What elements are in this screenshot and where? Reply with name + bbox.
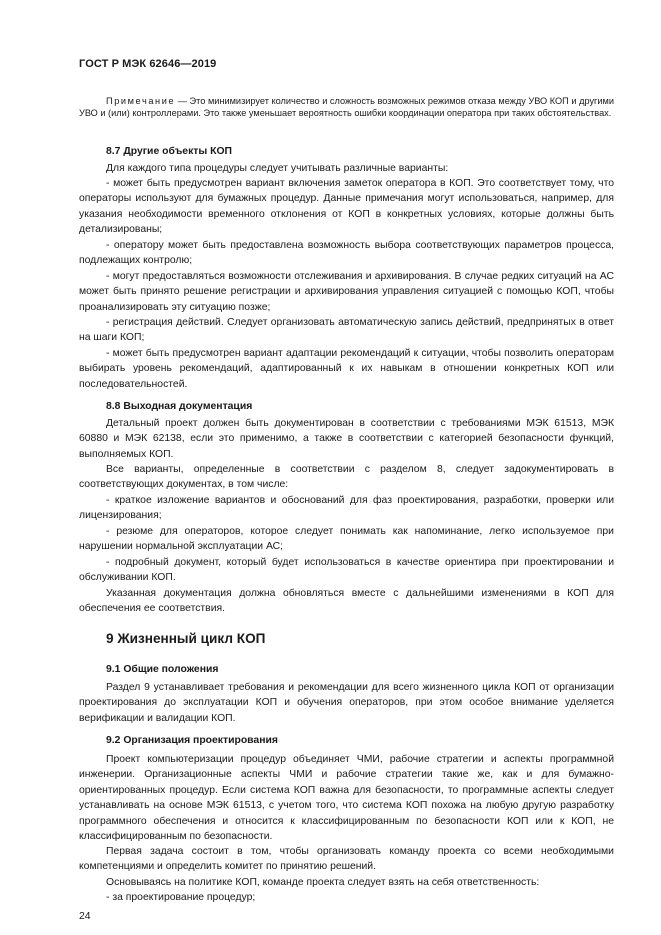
s87-paragraph-3: - оператору может быть предоставлена возможность выбора соответствующих параметров процесса, подлежащих контролю; [79, 240, 614, 267]
s88-paragraph-5: - подробный документ, который будет использоваться в качестве ориентира при проектировании и обслуживании КОП. [79, 557, 614, 584]
s92-paragraph-1: Проект компьютеризации процедур объединяет ЧМИ, рабочие стратегии и аспекты программной инженерии. Организационные аспекты ЧМИ и рабочие стратегии такие же, как и для бумажно-ориентированных процедур. Если система КОП важна для безопасности, то программные аспекты следует устанавливать на основе МЭК 61513, с учетом того, что система КОП похожа на любую другую разработку программного обеспечения и относится к классифицированным по безопасности КОП или к КОП, не классифицированным по безопасности. [79, 754, 614, 843]
s87-paragraph-5: - регистрация действий. Следует организовать автоматическую запись действий, предпринятых в ответ на шаги КОП; [79, 317, 614, 344]
note-text: — Это минимизирует количество и сложность возможных режимов отказа между УВО КОП и другими УВО и (или) контроллерами. Это также уменьшает вероятность ошибки координации оператора при таких обстоятельствах. [79, 96, 614, 119]
s88-paragraph-4: - резюме для операторов, которое следует понимать как напоминание, легко используемое при нарушении нормальной эксплуатации АС; [79, 526, 614, 553]
s88-paragraph-2: Все варианты, определенные в соответствии с разделом 8, следует задокументировать в соответствующих документах, в том числе: [79, 464, 614, 491]
section-8-7-title: 8.7 Другие объекты КОП [106, 146, 233, 157]
document-header: ГОСТ Р МЭК 62646—2019 [79, 58, 217, 70]
s92-paragraph-3: Основываясь на политике КОП, команде проекта следует взять на себя ответственность: [106, 877, 540, 888]
section-8-8-title: 8.8 Выходная документация [106, 401, 253, 412]
s87-paragraph-1: Для каждого типа процедуры следует учитывать различные варианты: [106, 163, 449, 174]
page-number: 24 [79, 911, 91, 922]
note-label: Примечание [106, 96, 176, 106]
s87-paragraph-4: - могут предоставляться возможности отслеживания и архивирования. В случае редких ситуаций на АС может быть принято решение регистрации и архивирования управления ситуацией с помощью КОП, чтобы проанализировать эту ситуацию позже; [79, 271, 614, 313]
section-9-2-title: 9.2 Организация проектирования [106, 735, 278, 746]
s87-paragraph-2: - может быть предусмотрен вариант включения заметок оператора в КОП. Это соответствует тому, что операторы используют для бумажных процедур. Данные примечания могут использоваться, например, для указания необходимости временного отклонения от КОП в конкретных условиях, которые должны быть детализированы; [79, 178, 614, 236]
s91-paragraph-1: Раздел 9 устанавливает требования и рекомендации для всего жизненного цикла КОП от организации проектирования до эксплуатации КОП и обучения операторов, при этом особое внимание уделяется верификации и валидации КОП. [79, 682, 614, 724]
s92-paragraph-4: - за проектирование процедур; [106, 892, 256, 903]
s88-paragraph-1: Детальный проект должен быть документирован в соответствии с требованиями МЭК 61513, МЭК 60880 и МЭК 62138, если это применимо, а также в соответствии с категорией безопасности функций, выполняемых КОП. [79, 418, 614, 460]
note-paragraph [79, 95, 614, 119]
s88-paragraph-6: Указанная документация должна обновляться вместе с дальнейшими изменениями в КОП для обеспечения ее соответствия. [79, 588, 614, 615]
s88-paragraph-3: - краткое изложение вариантов и обоснований для фаз проектирования, разработки, проверки или лицензирования; [79, 495, 614, 522]
s92-paragraph-2: Первая задача состоит в том, чтобы организовать команду проекта со всеми необходимыми компетенциями и определить комитет по принятию решений. [79, 846, 614, 873]
s87-paragraph-6: - может быть предусмотрен вариант адаптации рекомендаций к ситуации, чтобы позволить операторам выбирать уровень рекомендаций, адаптированный к их навыкам в отношении конкретных КОП или последовательностей. [79, 348, 614, 390]
section-9-title: 9 Жизненный цикл КОП [106, 631, 266, 646]
section-9-1-title: 9.1 Общие положения [106, 664, 219, 675]
